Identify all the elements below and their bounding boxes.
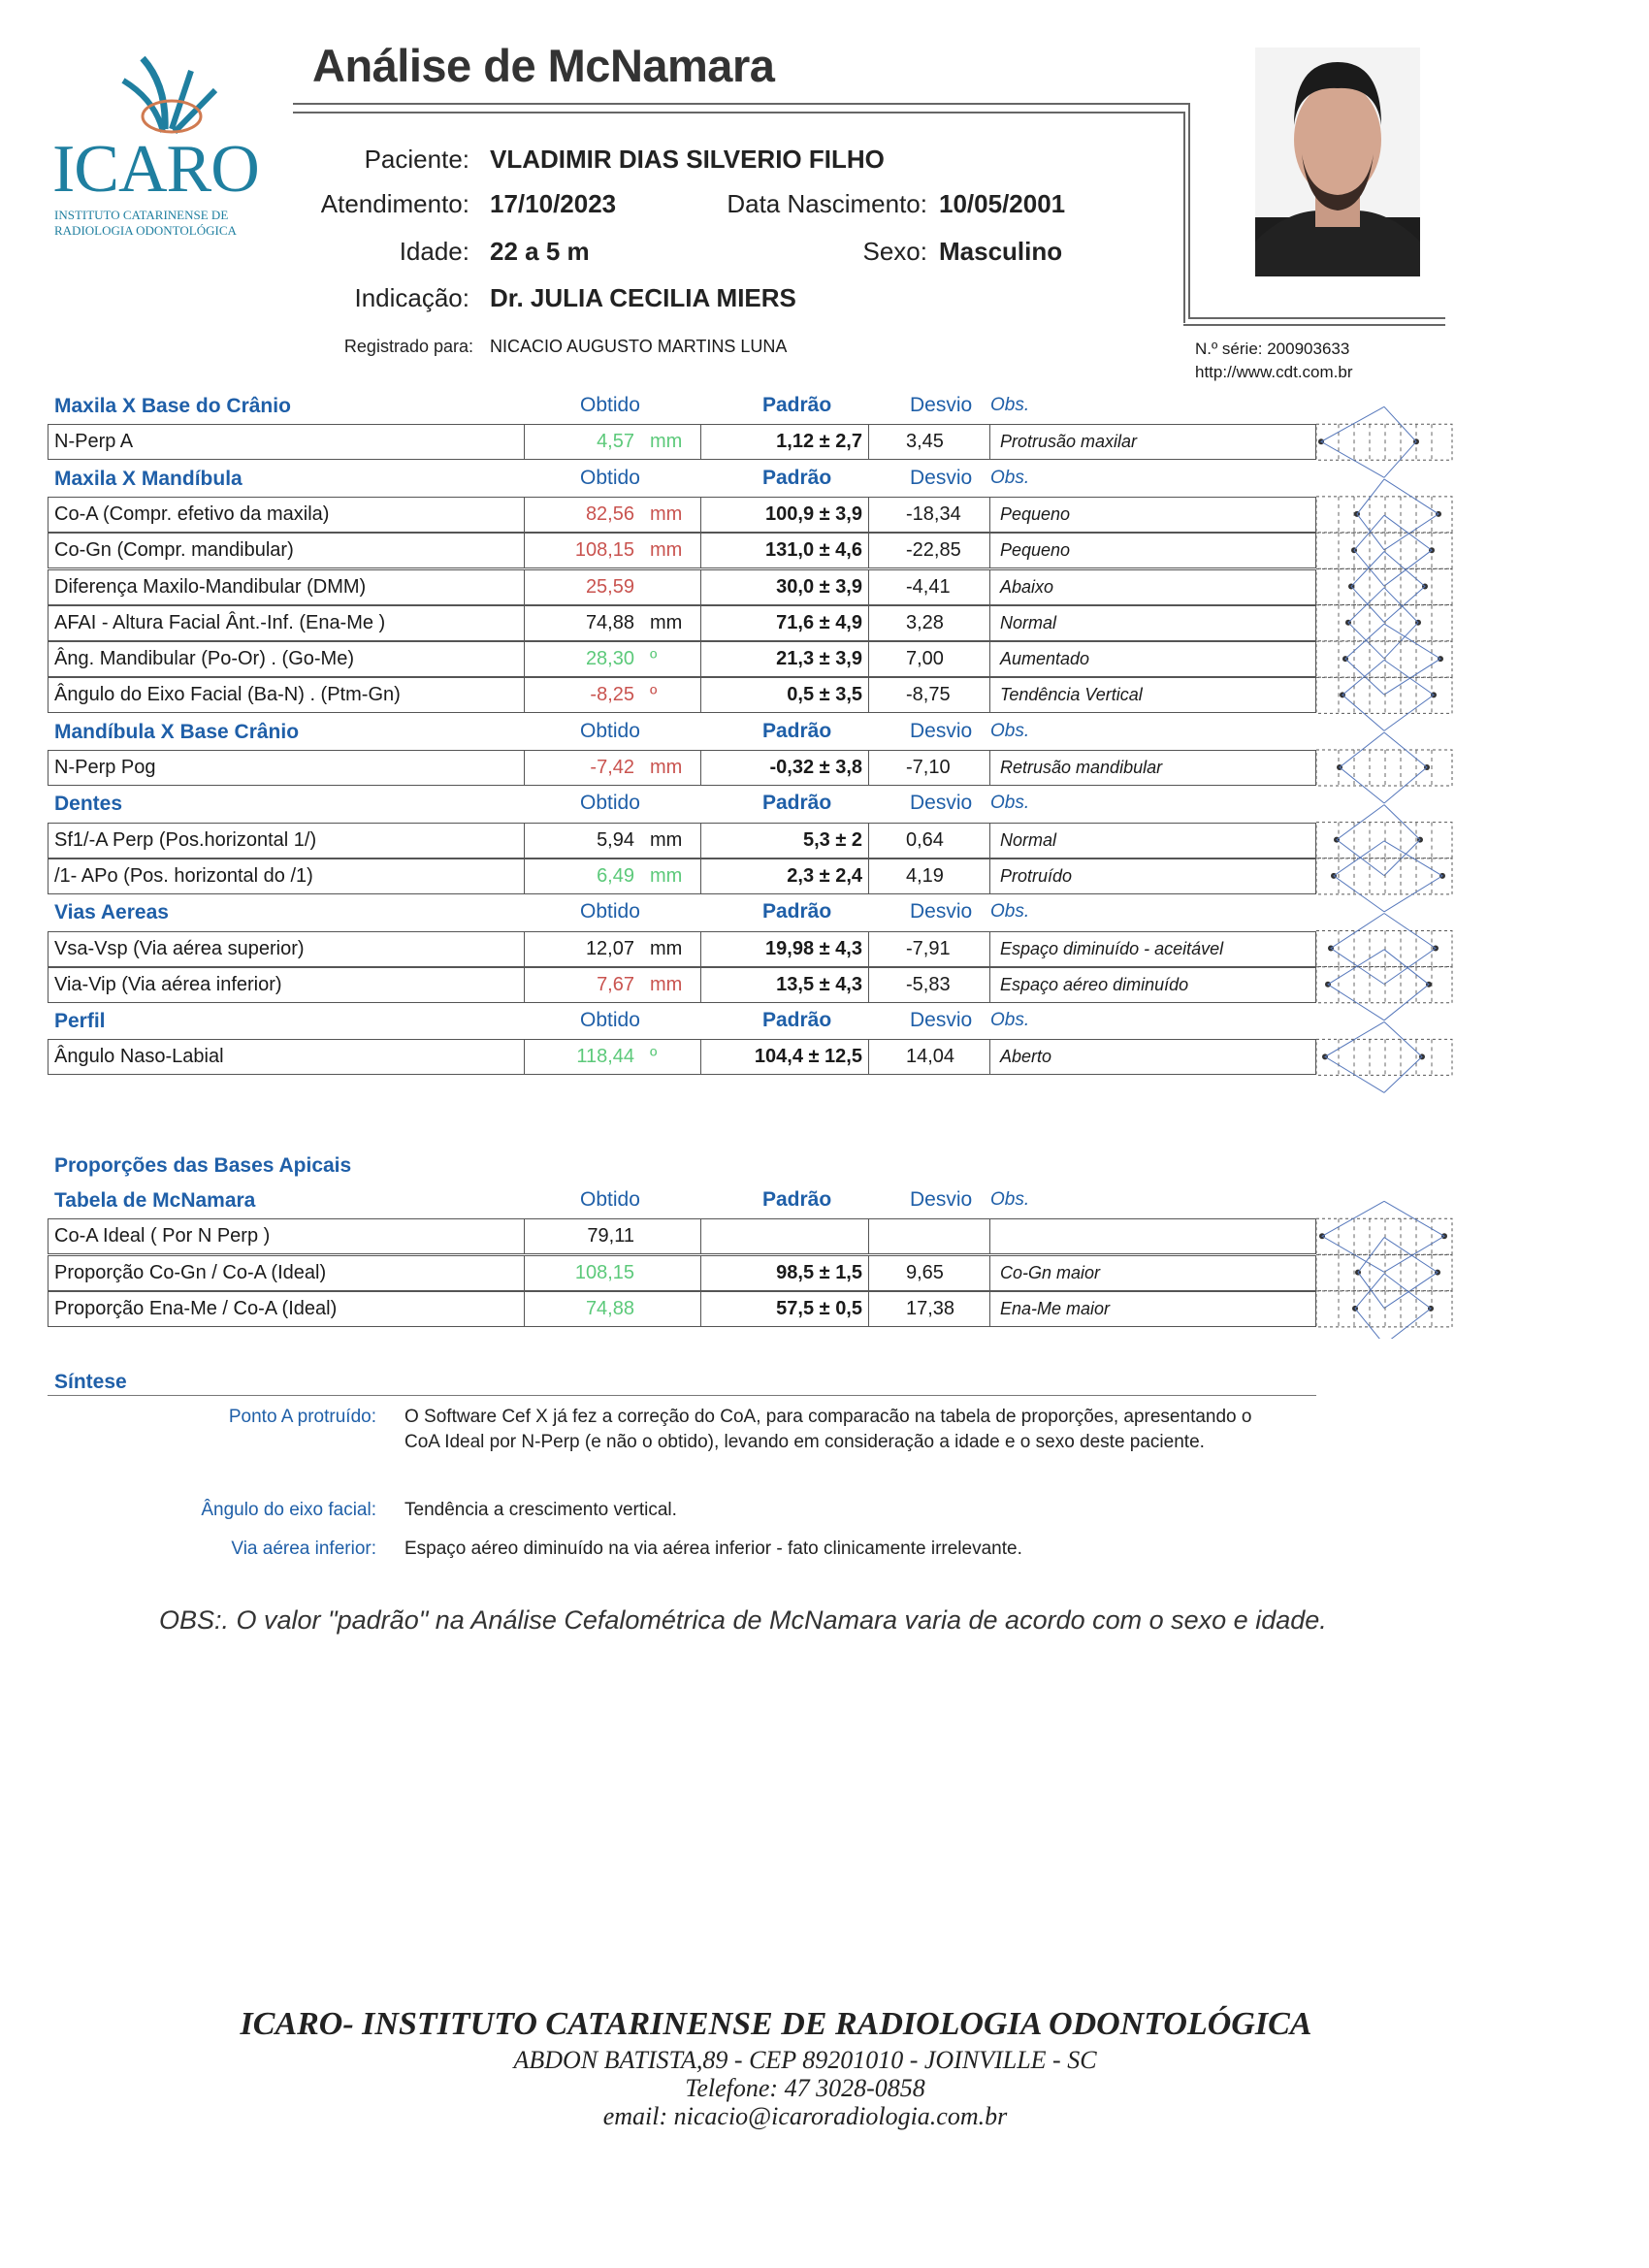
standard-value: 21,3 ± 3,9: [701, 642, 869, 676]
age-value: 22 a 5 m: [490, 237, 590, 266]
measurement-label: N-Perp Pog: [48, 751, 525, 785]
visit-label: Atendimento:: [320, 189, 469, 218]
measurement-label: AFAI - Altura Facial Ânt.-Inf. (Ena-Me ): [48, 606, 525, 640]
diagram-trace: [1337, 805, 1384, 876]
page-title: Análise de McNamara: [312, 40, 775, 91]
deviation-value: [869, 1219, 990, 1253]
section-title: Perfil: [54, 1010, 106, 1033]
standard-note: OBS:. O valor "padrão" na Análise Cefalométrica de McNamara varia de acordo com o sexo e idade.: [159, 1605, 1327, 1635]
unit: mm: [650, 539, 683, 562]
section-title: Maxila X Mandíbula: [54, 467, 242, 490]
measurement-label: Proporção Ena-Me / Co-A (Ideal): [48, 1292, 525, 1326]
table-row: [48, 823, 1316, 859]
synthesis-text: O Software Cef X já fez a correção do CoA, para comparacão na tabela de proporções, apresentando o CoA Ideal por N-Perp (e não o obtido), levando em consideração a idade e o sexo deste paciente.: [404, 1407, 1252, 1452]
value: 5,94: [597, 828, 634, 851]
standard-value: 71,6 ± 4,9: [701, 606, 869, 640]
deviation-value: 4,19: [869, 859, 990, 893]
value: 74,88: [585, 611, 634, 633]
proportions-title: Proporções das Bases Apicais: [54, 1154, 352, 1177]
column-obtained: Obtido: [580, 792, 640, 815]
observation: Normal: [1000, 612, 1057, 632]
sex-label: Sexo:: [862, 237, 927, 266]
synthesis-text: Tendência a crescimento vertical.: [404, 1500, 677, 1520]
section-title: Maxila X Base do Crânio: [54, 395, 291, 417]
unit: mm: [650, 864, 683, 887]
diagram-trace: [1384, 660, 1434, 730]
observation: Protrusão maxilar: [1000, 432, 1138, 452]
standard-value: 13,5 ± 4,3: [701, 968, 869, 1002]
measurement-label: Vsa-Vsp (Via aérea superior): [48, 932, 525, 966]
table-row: [48, 1039, 1316, 1075]
value: 4,57: [597, 431, 634, 453]
column-deviation: Desvio: [910, 719, 973, 742]
column-obs: Obs.: [990, 901, 1030, 923]
obtained-value: [525, 498, 701, 532]
column-standard: Padrão: [762, 719, 832, 742]
standard-value: 0,5 ± 3,5: [701, 678, 869, 712]
diagram-trace: [1384, 515, 1432, 586]
synthesis-text: Espaço aéreo diminuído na via aérea inferior - fato clinicamente irrelevante.: [404, 1539, 1022, 1559]
obtained-value: [525, 1256, 701, 1290]
standard-value: 131,0 ± 4,6: [701, 534, 869, 567]
footer-email[interactable]: email: nicacio@icaroradiologia.com.br: [602, 2102, 1008, 2130]
column-obtained: Obtido: [580, 466, 640, 489]
deviation-value: -7,10: [869, 751, 990, 785]
deviation-value: -7,91: [869, 932, 990, 966]
column-deviation: Desvio: [910, 792, 973, 815]
diagram-trace: [1358, 1238, 1384, 1309]
table-row: [48, 569, 1316, 605]
unit: mm: [650, 937, 683, 959]
observation: Espaço diminuído - aceitável: [1000, 938, 1224, 958]
age-label: Idade:: [399, 237, 469, 266]
standard-value: 57,5 ± 0,5: [701, 1292, 869, 1326]
diagram-trace: [1384, 805, 1420, 876]
column-deviation: Desvio: [910, 1188, 973, 1211]
observation: Pequeno: [1000, 540, 1071, 561]
patient-photo: [1255, 48, 1420, 276]
diagram-trace: [1351, 552, 1384, 623]
unit: mm: [650, 757, 683, 778]
observation: Protruído: [1000, 865, 1073, 886]
deviation-value: 3,28: [869, 606, 990, 640]
synthesis-label: Ponto A protruído:: [228, 1407, 376, 1427]
deviation-value: -8,75: [869, 678, 990, 712]
observation: Espaço aéreo diminuído: [1000, 974, 1189, 994]
column-standard: Padrão: [762, 792, 832, 815]
observation: Aberto: [1000, 1047, 1052, 1067]
column-obs: Obs.: [990, 467, 1030, 488]
deviation-value: 7,00: [869, 642, 990, 676]
diagram-trace: [1328, 950, 1384, 1021]
diagram-trace: [1342, 660, 1384, 730]
standard-value: [701, 1219, 869, 1253]
column-obs: Obs.: [990, 793, 1030, 814]
table-row: [48, 1218, 1316, 1254]
column-standard: Padrão: [762, 900, 832, 923]
column-deviation: Desvio: [910, 466, 973, 489]
value: 74,88: [585, 1297, 634, 1319]
measurement-label: Sf1/-A Perp (Pos.horizontal 1/): [48, 824, 525, 858]
footer-institution: ICARO- INSTITUTO CATARINENSE DE RADIOLOGIA ODONTOLÓGICA: [240, 2006, 1312, 2042]
table-row: [48, 931, 1316, 967]
measurement-label: Ângulo Naso-Labial: [48, 1040, 525, 1074]
measurement-label: Co-Gn (Compr. mandibular): [48, 534, 525, 567]
logo-swoosh-icon: [50, 56, 303, 134]
table-row: [48, 497, 1316, 533]
column-obs: Obs.: [990, 1010, 1030, 1031]
standard-value: 5,3 ± 2: [701, 824, 869, 858]
website[interactable]: http://www.cdt.com.br: [1195, 363, 1353, 381]
logo-name: ICARO: [52, 132, 259, 207]
diagram-trace: [1384, 1238, 1438, 1309]
column-standard: Padrão: [762, 1009, 832, 1032]
logo-subtitle-1: INSTITUTO CATARINENSE DE: [54, 208, 229, 222]
diagram-trace: [1322, 1201, 1384, 1272]
column-obs: Obs.: [990, 395, 1030, 415]
table-row: [48, 967, 1316, 1003]
diagram-trace: [1355, 1274, 1384, 1339]
standard-value: 2,3 ± 2,4: [701, 859, 869, 893]
value: 6,49: [597, 864, 634, 887]
column-obs: Obs.: [990, 720, 1030, 741]
footer-address: ABDON BATISTA,89 - CEP 89201010 - JOINVILLE - SC: [513, 2046, 1097, 2074]
standard-value: 1,12 ± 2,7: [701, 425, 869, 459]
measurement-label: /1- APo (Pos. horizontal do /1): [48, 859, 525, 893]
deviation-value: -5,83: [869, 968, 990, 1002]
deviation-value: -22,85: [869, 534, 990, 567]
section-title: Mandíbula X Base Crânio: [54, 720, 300, 743]
synthesis-label: Via aérea inferior:: [231, 1539, 376, 1559]
table-row: [48, 641, 1316, 677]
section-title: Tabela de McNamara: [54, 1189, 256, 1212]
measurement-label: Proporção Co-Gn / Co-A (Ideal): [48, 1256, 525, 1290]
value: 12,07: [585, 937, 634, 959]
diagram-trace: [1345, 624, 1384, 695]
diagram-trace: [1384, 1274, 1431, 1339]
deviation-value: 0,64: [869, 824, 990, 858]
value: 7,67: [597, 973, 634, 995]
diagram-trace: [1384, 1201, 1444, 1272]
diagram-trace: [1357, 479, 1384, 550]
value: 108,15: [574, 539, 634, 562]
measurement-label: Âng. Mandibular (Po-Or) . (Go-Me): [48, 642, 525, 676]
synthesis-label: Ângulo do eixo facial:: [201, 1500, 376, 1520]
column-obtained: Obtido: [580, 394, 640, 416]
value: 28,30: [585, 648, 634, 670]
section-title: Vias Aereas: [54, 901, 169, 924]
serial-number: N.º série: 200903633: [1195, 340, 1350, 358]
observation: Aumentado: [1000, 649, 1090, 669]
measurement-label: Via-Vip (Via aérea inferior): [48, 968, 525, 1002]
divider: [1188, 317, 1445, 319]
observation: Co-Gn maior: [1000, 1262, 1101, 1282]
referral-label: Indicação:: [354, 283, 469, 312]
deviation-value: 9,65: [869, 1256, 990, 1290]
diagram-trace: [1384, 732, 1427, 803]
table-row: [48, 859, 1316, 894]
diagram-trace: [1321, 406, 1384, 477]
observation: Normal: [1000, 829, 1057, 850]
divider: [1183, 112, 1185, 323]
section-title: Dentes: [54, 793, 123, 816]
deviation-value: 14,04: [869, 1040, 990, 1074]
divider: [48, 1395, 1316, 1396]
birth-date: 10/05/2001: [939, 189, 1066, 218]
obtained-value: [525, 1040, 701, 1074]
column-obtained: Obtido: [580, 900, 640, 923]
unit: mm: [650, 973, 683, 995]
icaro-logo: [50, 56, 303, 241]
obtained-value: [525, 932, 701, 966]
column-deviation: Desvio: [910, 1009, 973, 1032]
diagram-trace: [1340, 732, 1384, 803]
value: 82,56: [585, 502, 634, 525]
obtained-value: [525, 570, 701, 604]
registered-label: Registrado para:: [343, 337, 473, 356]
divider: [293, 112, 1185, 113]
observation: Tendência Vertical: [1000, 685, 1143, 705]
visit-date: 17/10/2023: [490, 189, 617, 218]
patient-name: VLADIMIR DIAS SILVERIO FILHO: [490, 145, 885, 174]
observation: Ena-Me maior: [1000, 1298, 1111, 1318]
observation: [990, 1219, 1317, 1253]
diagram-trace: [1384, 841, 1442, 912]
obtained-value: [525, 1219, 701, 1253]
value: 108,15: [574, 1261, 634, 1283]
table-row: [48, 605, 1316, 641]
deviation-value: 17,38: [869, 1292, 990, 1326]
footer-phone: Telefone: 47 3028-0858: [685, 2074, 925, 2102]
sex-value: Masculino: [939, 237, 1063, 266]
standard-value: 30,0 ± 3,9: [701, 570, 869, 604]
table-row: [48, 1291, 1316, 1327]
unit: mm: [650, 828, 683, 851]
column-standard: Padrão: [762, 466, 832, 489]
column-obtained: Obtido: [580, 719, 640, 742]
birth-label: Data Nascimento:: [727, 189, 927, 218]
column-deviation: Desvio: [910, 394, 973, 416]
column-obtained: Obtido: [580, 1188, 640, 1211]
deviation-value: -4,41: [869, 570, 990, 604]
column-deviation: Desvio: [910, 900, 973, 923]
divider: [1188, 103, 1190, 318]
unit: º: [650, 1046, 658, 1068]
measurement-label: N-Perp A: [48, 425, 525, 459]
standard-value: -0,32 ± 3,8: [701, 751, 869, 785]
observation: Pequeno: [1000, 503, 1071, 524]
synthesis-title: Síntese: [54, 1371, 127, 1393]
obtained-value: [525, 859, 701, 893]
obtained-value: [525, 824, 701, 858]
obtained-value: [525, 534, 701, 567]
measurement-label: Diferença Maxilo-Mandibular (DMM): [48, 570, 525, 604]
measurement-label: Ângulo do Eixo Facial (Ba-N) . (Ptm-Gn): [48, 678, 525, 712]
deviation-value: 3,45: [869, 425, 990, 459]
obtained-value: [525, 606, 701, 640]
diagram-trace: [1384, 914, 1436, 985]
unit: mm: [650, 611, 683, 633]
observation: Abaixo: [1000, 576, 1054, 597]
column-standard: Padrão: [762, 394, 832, 416]
diagram-trace: [1384, 950, 1429, 1021]
measurement-label: Co-A Ideal ( Por N Perp ): [48, 1219, 525, 1253]
standard-value: 98,5 ± 1,5: [701, 1256, 869, 1290]
referral-value: Dr. JULIA CECILIA MIERS: [490, 283, 796, 312]
obtained-value: [525, 751, 701, 785]
table-row: [48, 424, 1316, 460]
unit: º: [650, 684, 658, 706]
value: 79,11: [587, 1225, 634, 1247]
obtained-value: [525, 678, 701, 712]
table-row: [48, 1255, 1316, 1291]
value: 25,59: [585, 575, 634, 598]
value: 118,44: [576, 1046, 634, 1068]
divider: [1183, 324, 1445, 326]
value: -8,25: [590, 684, 634, 706]
deviation-value: -18,34: [869, 498, 990, 532]
obtained-value: [525, 642, 701, 676]
standard-value: 100,9 ± 3,9: [701, 498, 869, 532]
unit: mm: [650, 502, 683, 525]
diagram-trace: [1334, 841, 1384, 912]
diagram-trace: [1384, 479, 1439, 550]
value: -7,42: [590, 757, 634, 778]
diagram-trace: [1384, 552, 1425, 623]
measurement-label: Co-A (Compr. efetivo da maxila): [48, 498, 525, 532]
patient-label: Paciente:: [364, 145, 469, 174]
registered-value: NICACIO AUGUSTO MARTINS LUNA: [490, 337, 788, 356]
unit: º: [650, 648, 658, 670]
table-row: [48, 750, 1316, 786]
column-obs: Obs.: [990, 1189, 1030, 1210]
column-standard: Padrão: [762, 1188, 832, 1211]
observation: Retrusão mandibular: [1000, 758, 1163, 777]
divider: [293, 103, 1189, 105]
cephalometric-diagram: [1310, 369, 1455, 1339]
obtained-value: [525, 968, 701, 1002]
column-obtained: Obtido: [580, 1009, 640, 1032]
logo-subtitle-2: RADIOLOGIA ODONTOLÓGICA: [54, 223, 237, 238]
unit: mm: [650, 431, 683, 453]
standard-value: 104,4 ± 12,5: [701, 1040, 869, 1074]
standard-value: 19,98 ± 4,3: [701, 932, 869, 966]
table-row: [48, 533, 1316, 568]
table-row: [48, 677, 1316, 713]
obtained-value: [525, 1292, 701, 1326]
obtained-value: [525, 425, 701, 459]
